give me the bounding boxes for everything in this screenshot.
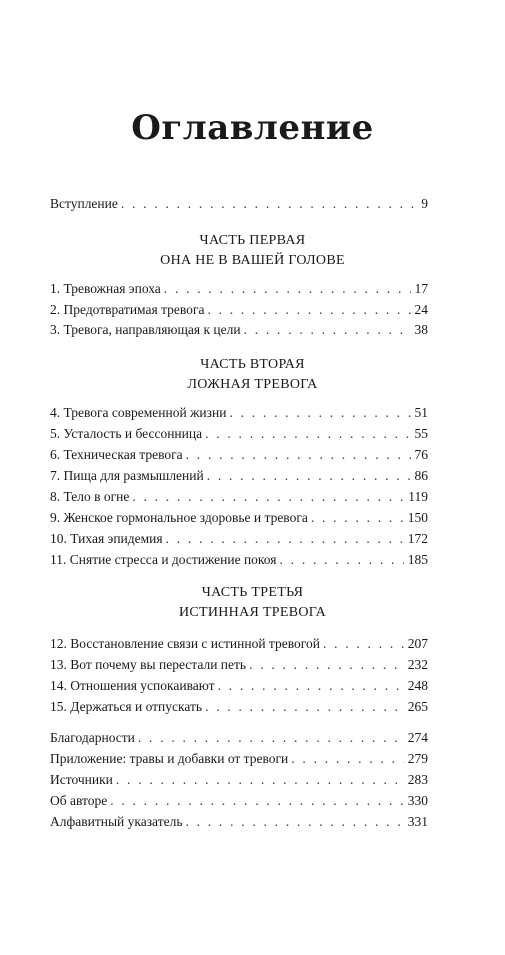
toc-entry-label: Благодарности bbox=[50, 730, 135, 745]
dot-leader bbox=[249, 656, 404, 674]
toc-entry bbox=[50, 425, 428, 443]
toc-page-number: 51 bbox=[414, 405, 428, 420]
dot-leader bbox=[291, 750, 403, 768]
toc-page-number: 9 bbox=[421, 196, 428, 211]
toc-entry bbox=[50, 280, 428, 298]
toc-page-number: 38 bbox=[414, 322, 428, 337]
toc-entry-label: 13. Вот почему вы перестали петь bbox=[50, 657, 247, 672]
toc-page-number: 274 bbox=[407, 730, 428, 745]
toc-page-number: 172 bbox=[407, 531, 428, 546]
toc-entry bbox=[50, 677, 428, 695]
toc-entry bbox=[50, 530, 428, 548]
toc-page-number: 55 bbox=[414, 426, 428, 441]
toc-entry-label: 7. Пища для размышлений bbox=[50, 468, 204, 483]
toc-page-number: 248 bbox=[407, 678, 428, 693]
toc-entry-label: Алфавитный указатель bbox=[50, 814, 183, 829]
toc-entry-intro bbox=[50, 195, 428, 213]
toc-entry-label: 12. Восстановление связи с истинной тревогой bbox=[50, 636, 320, 651]
toc-page-number: 283 bbox=[407, 772, 428, 787]
dot-leader bbox=[186, 446, 411, 464]
toc-entry-label: 2. Предотвратимая тревога bbox=[50, 302, 205, 317]
toc-page-number: 86 bbox=[414, 468, 428, 483]
toc-entry bbox=[50, 488, 428, 506]
toc-page-number: 150 bbox=[407, 510, 428, 525]
toc-entry bbox=[50, 509, 428, 527]
dot-leader bbox=[121, 195, 417, 213]
toc-entry bbox=[50, 656, 428, 674]
dot-leader bbox=[138, 729, 404, 747]
toc-page-number: 265 bbox=[407, 699, 428, 714]
toc-entry bbox=[50, 404, 428, 422]
toc-entry bbox=[50, 446, 428, 464]
toc-entry-label: 9. Женское гормональное здоровье и тревога bbox=[50, 510, 308, 525]
dot-leader bbox=[132, 488, 404, 506]
part-2-title: ЛОЖНАЯ ТРЕВОГА bbox=[187, 377, 318, 392]
dot-leader bbox=[323, 635, 404, 653]
part-3-label: ЧАСТЬ ТРЕТЬЯ bbox=[201, 585, 304, 600]
part-1-label: ЧАСТЬ ПЕРВАЯ bbox=[199, 233, 306, 248]
toc-entry-label: Вступление bbox=[50, 196, 118, 211]
toc-entry-backmatter bbox=[50, 750, 428, 768]
page-title: Оглавление bbox=[131, 108, 374, 148]
toc-page-number: 17 bbox=[414, 281, 428, 296]
toc-entry-label: Приложение: травы и добавки от тревоги bbox=[50, 751, 289, 766]
dot-leader bbox=[280, 551, 404, 569]
toc-page-number: 207 bbox=[407, 636, 428, 651]
dot-leader bbox=[207, 467, 411, 485]
dot-leader bbox=[116, 771, 404, 789]
toc-entry-label: 15. Держаться и отпускать bbox=[50, 699, 203, 714]
dot-leader bbox=[205, 425, 410, 443]
toc-entry-label: 10. Тихая эпидемия bbox=[50, 531, 163, 546]
part-2-label: ЧАСТЬ ВТОРАЯ bbox=[200, 357, 305, 372]
toc-entry-label: Источники bbox=[50, 772, 113, 787]
toc-entry-label: 1. Тревожная эпоха bbox=[50, 281, 161, 296]
toc-page-number: 119 bbox=[408, 489, 428, 504]
dot-leader bbox=[218, 677, 404, 695]
toc-entry-label: Об авторе bbox=[50, 793, 108, 808]
toc-page-number: 330 bbox=[407, 793, 428, 808]
toc-entry bbox=[50, 635, 428, 653]
toc-entry-label: 11. Снятие стресса и достижение покоя bbox=[50, 552, 277, 567]
dot-leader bbox=[207, 301, 410, 319]
toc-page-number: 76 bbox=[414, 447, 428, 462]
toc-entry-backmatter bbox=[50, 792, 428, 810]
dot-leader bbox=[244, 321, 411, 339]
toc-page-number: 279 bbox=[407, 751, 428, 766]
toc-page-number: 185 bbox=[407, 552, 428, 567]
dot-leader bbox=[311, 509, 404, 527]
dot-leader bbox=[110, 792, 404, 810]
toc-entry-backmatter bbox=[50, 771, 428, 789]
toc-entry bbox=[50, 321, 428, 339]
toc-entry-label: 3. Тревога, направляющая к цели bbox=[50, 322, 241, 337]
toc-entry-label: 5. Усталость и бессонница bbox=[50, 426, 203, 441]
part-1-title: ОНА НЕ В ВАШЕЙ ГОЛОВЕ bbox=[160, 253, 345, 268]
toc-page-number: 232 bbox=[407, 657, 428, 672]
dot-leader bbox=[185, 813, 403, 831]
toc-entry bbox=[50, 301, 428, 319]
toc-entry bbox=[50, 551, 428, 569]
toc-entry-backmatter bbox=[50, 813, 428, 831]
toc-entry-backmatter bbox=[50, 729, 428, 747]
toc-entry bbox=[50, 467, 428, 485]
toc-page-number: 24 bbox=[414, 302, 428, 317]
toc-page-number: 331 bbox=[407, 814, 428, 829]
toc-entry-label: 6. Техническая тревога bbox=[50, 447, 183, 462]
toc-entry-label: 8. Тело в огне bbox=[50, 489, 130, 504]
toc-entry bbox=[50, 698, 428, 716]
toc-entry-label: 14. Отношения успокаивают bbox=[50, 678, 215, 693]
toc-entry-label: 4. Тревога современной жизни bbox=[50, 405, 227, 420]
dot-leader bbox=[166, 530, 404, 548]
dot-leader bbox=[164, 280, 411, 298]
dot-leader bbox=[229, 404, 410, 422]
dot-leader bbox=[205, 698, 404, 716]
part-3-title: ИСТИННАЯ ТРЕВОГА bbox=[178, 605, 327, 620]
